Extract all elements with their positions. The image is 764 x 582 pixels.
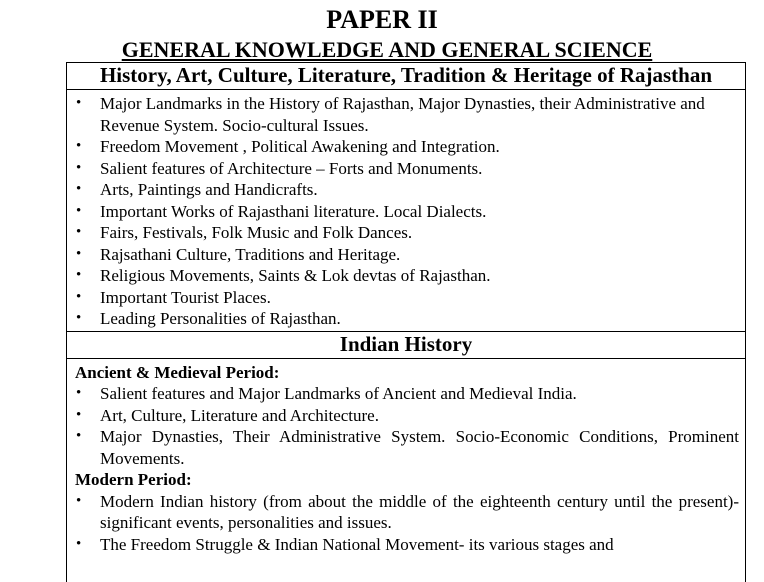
modern-period-heading: Modern Period: xyxy=(75,470,192,489)
section-header-rajasthan: History, Art, Culture, Literature, Tradition & Heritage of Rajasthan xyxy=(67,63,745,90)
rajasthan-topic-list xyxy=(75,93,739,330)
list-item: • Arts, Paintings and Handicrafts. xyxy=(75,179,739,201)
syllabus-table xyxy=(66,62,746,582)
list-item: • Major Dynasties, Their Administrative System. Socio-Economic Conditions, Prominent Movements. xyxy=(75,426,739,469)
modern-topic-list xyxy=(75,491,739,556)
section-body-indian-history xyxy=(67,359,745,557)
list-item: • Freedom Movement , Political Awakening and Integration. xyxy=(75,136,739,158)
list-item: • Salient features and Major Landmarks of Ancient and Medieval India. xyxy=(75,383,739,405)
ancient-topic-list xyxy=(75,383,739,469)
list-item: • Rajsathani Culture, Traditions and Heritage. xyxy=(75,244,739,266)
ancient-period-heading: Ancient & Medieval Period: xyxy=(75,362,280,382)
list-item: • Modern Indian history (from about the middle of the eighteenth century until the present)- significant events, personalities and issues. xyxy=(75,491,739,534)
list-item: • Salient features of Architecture – Forts and Monuments. xyxy=(75,158,739,180)
list-item: • Important Works of Rajasthani literature. Local Dialects. xyxy=(75,201,739,223)
section-header-indian-history: Indian History xyxy=(67,332,745,359)
paper-subtitle: GENERAL KNOWLEDGE AND GENERAL SCIENCE xyxy=(121,37,653,62)
list-item: • Religious Movements, Saints & Lok devtas of Rajasthan. xyxy=(75,265,739,287)
list-item: • The Freedom Struggle & Indian National Movement- its various stages and xyxy=(75,534,739,556)
list-item: • Important Tourist Places. xyxy=(75,287,739,309)
list-item: • Fairs, Festivals, Folk Music and Folk Dances. xyxy=(75,222,739,244)
section-body-rajasthan xyxy=(67,90,745,332)
list-item: • Art, Culture, Literature and Architecture. xyxy=(75,405,739,427)
list-item: • Major Landmarks in the History of Rajasthan, Major Dynasties, their Administrative and Revenue System. Socio-cultural Issues. xyxy=(75,93,739,136)
paper-title: PAPER II xyxy=(326,5,438,34)
list-item: • Leading Personalities of Rajasthan. xyxy=(75,308,739,330)
